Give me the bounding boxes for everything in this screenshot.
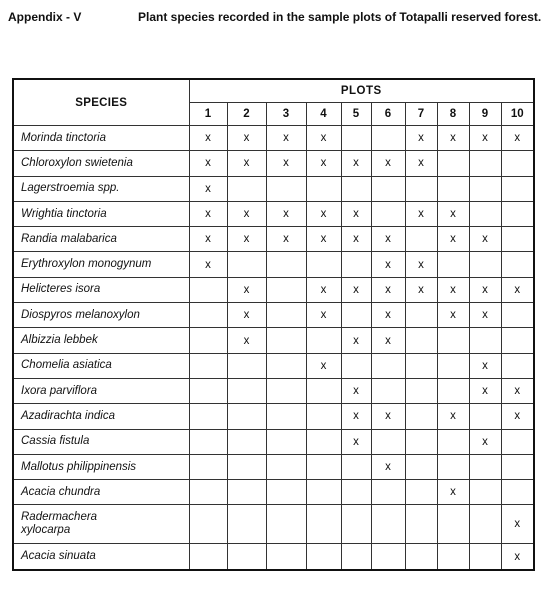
species-name: Morinda tinctoria [13,126,189,151]
appendix-label: Appendix - V [8,10,82,24]
species-name: Randia malabarica [13,227,189,252]
presence-cell [469,404,501,429]
presence-cell [371,176,405,201]
presence-cell [371,126,405,151]
presence-cell [437,454,469,479]
species-name: Ixora parviflora [13,378,189,403]
plot-number-header: 2 [227,103,266,126]
presence-cell [501,480,534,505]
presence-cell: x [266,227,306,252]
presence-cell: x [501,544,534,570]
presence-cell: x [189,151,227,176]
presence-cell: x [227,201,266,226]
presence-cell [437,176,469,201]
presence-cell [501,429,534,454]
presence-cell: x [437,126,469,151]
presence-cell [469,505,501,544]
presence-cell [266,378,306,403]
presence-cell [501,252,534,277]
presence-cell [189,353,227,378]
presence-cell [189,480,227,505]
species-name: Mallotus philippinensis [13,454,189,479]
presence-cell [266,353,306,378]
presence-cell: x [501,378,534,403]
presence-cell [405,454,437,479]
table-row [13,353,534,378]
presence-cell [405,505,437,544]
table-row [13,227,534,252]
presence-cell [371,480,405,505]
presence-cell [405,303,437,328]
presence-cell: x [371,328,405,353]
presence-cell [306,454,341,479]
table-row [13,328,534,353]
presence-cell: x [266,151,306,176]
presence-cell: x [371,404,405,429]
presence-cell [189,454,227,479]
species-name: Chloroxylon swietenia [13,151,189,176]
presence-cell [266,404,306,429]
presence-cell: x [189,252,227,277]
presence-cell: x [405,151,437,176]
table-row [13,303,534,328]
plot-number-header: 5 [341,103,371,126]
presence-cell: x [371,151,405,176]
species-name: Cassia fistula [13,429,189,454]
presence-cell [371,201,405,226]
presence-cell: x [371,227,405,252]
presence-cell [266,176,306,201]
presence-cell: x [227,328,266,353]
presence-cell [266,277,306,302]
presence-cell: x [469,277,501,302]
presence-cell [341,303,371,328]
presence-cell [341,544,371,570]
presence-cell: x [227,227,266,252]
presence-cell [341,505,371,544]
presence-cell: x [189,227,227,252]
presence-cell [266,303,306,328]
presence-cell: x [266,201,306,226]
species-name: Acacia chundra [13,480,189,505]
presence-cell [227,480,266,505]
plot-number-header: 4 [306,103,341,126]
presence-cell [371,429,405,454]
presence-cell [501,201,534,226]
presence-cell: x [227,151,266,176]
plot-number-header: 10 [501,103,534,126]
table-row [13,151,534,176]
presence-cell [227,353,266,378]
presence-cell: x [227,303,266,328]
presence-cell [189,544,227,570]
presence-cell [437,378,469,403]
presence-cell: x [341,201,371,226]
presence-cell: x [306,227,341,252]
presence-cell: x [469,378,501,403]
table-row [13,201,534,226]
presence-cell [189,505,227,544]
presence-cell: x [227,277,266,302]
table-row [13,126,534,151]
presence-cell [501,176,534,201]
presence-cell: x [306,201,341,226]
table-body [13,126,534,570]
presence-cell [341,252,371,277]
presence-cell [189,404,227,429]
presence-cell [437,151,469,176]
species-name: Azadirachta indica [13,404,189,429]
presence-cell: x [371,277,405,302]
presence-cell [306,544,341,570]
presence-cell: x [227,126,266,151]
presence-cell: x [405,201,437,226]
presence-cell: x [341,328,371,353]
presence-cell: x [341,277,371,302]
table-row [13,378,534,403]
presence-cell [189,429,227,454]
presence-cell [266,505,306,544]
presence-cell [306,429,341,454]
presence-cell [341,480,371,505]
presence-cell [189,378,227,403]
presence-cell [501,303,534,328]
presence-cell [371,505,405,544]
presence-cell [371,544,405,570]
presence-cell [227,252,266,277]
presence-cell [469,201,501,226]
plot-number-header: 1 [189,103,227,126]
presence-cell [371,378,405,403]
presence-cell [341,176,371,201]
plots-column-header: PLOTS [189,79,534,103]
presence-cell [405,480,437,505]
presence-cell [437,544,469,570]
presence-cell [405,227,437,252]
species-name: Diospyros melanoxylon [13,303,189,328]
presence-cell [266,328,306,353]
appendix-title: Plant species recorded in the sample plots of Totapalli reserved forest. [138,10,542,24]
presence-cell [405,378,437,403]
presence-cell: x [437,303,469,328]
presence-cell [227,454,266,479]
presence-cell [189,303,227,328]
presence-cell [341,454,371,479]
presence-cell: x [189,176,227,201]
presence-cell [405,544,437,570]
presence-cell [266,429,306,454]
presence-cell: x [469,353,501,378]
species-name: Chomelia asiatica [13,353,189,378]
presence-cell [341,126,371,151]
presence-cell [306,505,341,544]
presence-cell [405,176,437,201]
presence-cell [501,328,534,353]
species-column-header: SPECIES [13,79,189,126]
presence-cell [306,378,341,403]
presence-cell [189,277,227,302]
presence-cell [469,480,501,505]
presence-cell [469,176,501,201]
species-name: Albizzia lebbek [13,328,189,353]
presence-cell [469,454,501,479]
presence-cell: x [341,378,371,403]
presence-cell: x [405,277,437,302]
species-name: Helicteres isora [13,277,189,302]
presence-cell [266,252,306,277]
species-name: Lagerstroemia spp. [13,176,189,201]
presence-cell [189,328,227,353]
presence-cell [437,252,469,277]
presence-cell: x [306,303,341,328]
presence-cell: x [189,126,227,151]
presence-cell: x [371,252,405,277]
presence-cell: x [371,303,405,328]
table-row [13,544,534,570]
species-name: Wrightia tinctoria [13,201,189,226]
plot-number-header: 8 [437,103,469,126]
presence-cell [306,480,341,505]
table-row [13,277,534,302]
plot-number-header: 7 [405,103,437,126]
presence-cell: x [469,126,501,151]
presence-cell: x [437,404,469,429]
plot-number-header: 3 [266,103,306,126]
presence-cell: x [405,126,437,151]
presence-cell [405,429,437,454]
presence-cell: x [306,151,341,176]
presence-cell: x [437,201,469,226]
presence-cell [306,252,341,277]
presence-cell [227,404,266,429]
presence-cell: x [469,303,501,328]
presence-cell: x [306,126,341,151]
presence-cell: x [501,277,534,302]
presence-cell: x [501,126,534,151]
presence-cell [469,328,501,353]
presence-cell [227,505,266,544]
presence-cell [469,252,501,277]
presence-cell: x [341,151,371,176]
presence-cell: x [469,227,501,252]
presence-cell [227,429,266,454]
presence-cell: x [371,454,405,479]
presence-cell [266,544,306,570]
presence-cell [341,353,371,378]
presence-cell: x [341,227,371,252]
presence-cell: x [306,277,341,302]
table-row [13,505,534,544]
species-name: Radermachera xylocarpa [13,505,189,544]
presence-cell: x [437,227,469,252]
presence-cell [227,544,266,570]
presence-cell: x [341,404,371,429]
species-name: Erythroxylon monogynum [13,252,189,277]
table-row [13,429,534,454]
presence-cell [306,328,341,353]
presence-cell: x [501,404,534,429]
table-row [13,252,534,277]
presence-cell: x [437,480,469,505]
species-name: Acacia sinuata [13,544,189,570]
presence-cell: x [266,126,306,151]
presence-cell [437,429,469,454]
presence-cell [266,480,306,505]
presence-cell: x [306,353,341,378]
presence-cell: x [469,429,501,454]
table-row [13,176,534,201]
table-row [13,480,534,505]
presence-cell: x [341,429,371,454]
presence-cell [501,353,534,378]
presence-cell [437,353,469,378]
plot-number-header: 6 [371,103,405,126]
presence-cell [469,544,501,570]
table-row [13,404,534,429]
presence-cell: x [189,201,227,226]
presence-cell [405,404,437,429]
presence-cell: x [501,505,534,544]
table-row [13,454,534,479]
species-plots-table [12,78,535,571]
presence-cell [266,454,306,479]
presence-cell [405,328,437,353]
presence-cell [501,227,534,252]
presence-cell [371,353,405,378]
presence-cell [227,176,266,201]
presence-cell: x [437,277,469,302]
presence-cell [437,328,469,353]
presence-cell [306,404,341,429]
presence-cell [501,151,534,176]
presence-cell [306,176,341,201]
presence-cell: x [405,252,437,277]
presence-cell [227,378,266,403]
presence-cell [405,353,437,378]
presence-cell [469,151,501,176]
presence-cell [501,454,534,479]
presence-cell [437,505,469,544]
plot-number-header: 9 [469,103,501,126]
